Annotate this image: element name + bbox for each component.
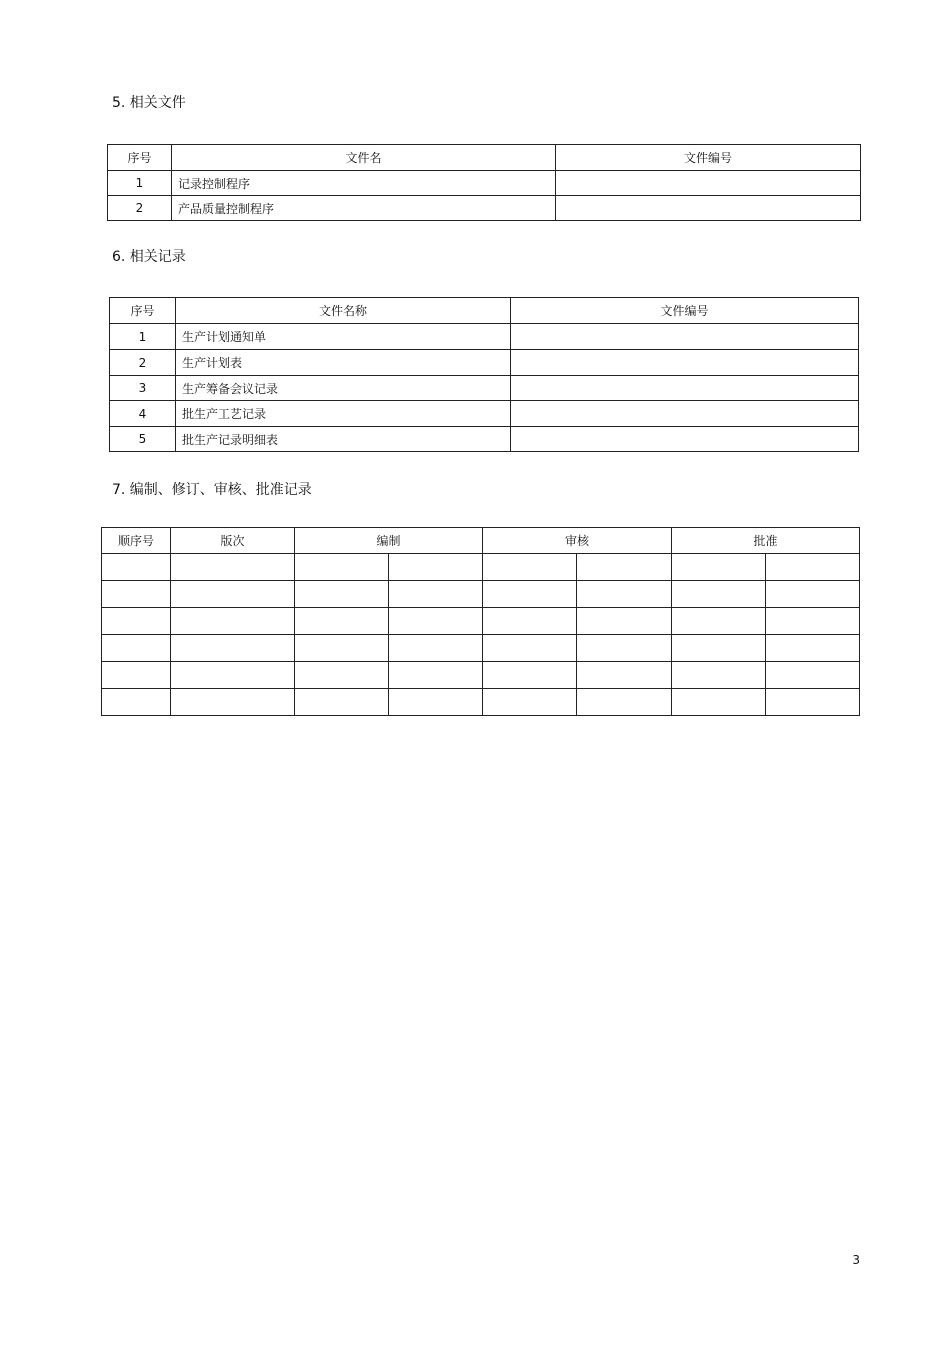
table-header-row bbox=[110, 298, 859, 324]
empty-cell bbox=[171, 662, 295, 689]
table-header-row bbox=[102, 528, 860, 554]
empty-cell bbox=[102, 581, 171, 608]
cell-index: 1 bbox=[108, 171, 172, 196]
cell-filename: 产品质量控制程序 bbox=[172, 196, 556, 221]
empty-cell bbox=[766, 662, 860, 689]
section-6-heading: 6. 相关记录 bbox=[112, 249, 186, 265]
page-number: 3 bbox=[852, 1253, 860, 1267]
header-cell-version: 版次 bbox=[171, 528, 295, 554]
table-row bbox=[110, 350, 859, 376]
empty-cell bbox=[102, 554, 171, 581]
empty-cell bbox=[102, 635, 171, 662]
cell-index: 2 bbox=[110, 350, 176, 376]
table-row bbox=[110, 427, 859, 452]
header-cell-reviewed: 审核 bbox=[483, 528, 672, 554]
cell-fileno bbox=[556, 171, 861, 196]
table-row bbox=[102, 662, 860, 689]
section-5-heading: 5. 相关文件 bbox=[112, 95, 186, 111]
header-cell-fileno: 文件编号 bbox=[511, 298, 859, 324]
table-row bbox=[102, 689, 860, 716]
header-cell-index: 序号 bbox=[110, 298, 176, 324]
empty-cell bbox=[295, 662, 389, 689]
table-row bbox=[108, 196, 861, 221]
cell-index: 5 bbox=[110, 427, 176, 452]
empty-cell bbox=[171, 689, 295, 716]
cell-filename: 批生产记录明细表 bbox=[176, 427, 511, 452]
section-7-heading: 7. 编制、修订、审核、批准记录 bbox=[112, 482, 312, 498]
table-row bbox=[102, 635, 860, 662]
empty-cell bbox=[577, 554, 672, 581]
empty-cell bbox=[389, 689, 483, 716]
empty-cell bbox=[672, 635, 766, 662]
empty-cell bbox=[483, 608, 577, 635]
table-row bbox=[110, 401, 859, 427]
cell-index: 1 bbox=[110, 324, 176, 350]
empty-cell bbox=[389, 662, 483, 689]
empty-cell bbox=[672, 689, 766, 716]
empty-cell bbox=[295, 689, 389, 716]
empty-cell bbox=[102, 689, 171, 716]
empty-cell bbox=[766, 689, 860, 716]
empty-cell bbox=[766, 581, 860, 608]
empty-cell bbox=[295, 554, 389, 581]
related-records-table bbox=[109, 297, 859, 452]
table-row bbox=[108, 171, 861, 196]
cell-fileno bbox=[556, 196, 861, 221]
empty-cell bbox=[577, 689, 672, 716]
empty-cell bbox=[171, 554, 295, 581]
cell-index: 3 bbox=[110, 376, 176, 401]
empty-cell bbox=[483, 689, 577, 716]
table-row bbox=[102, 581, 860, 608]
empty-cell bbox=[766, 635, 860, 662]
table-row bbox=[110, 376, 859, 401]
cell-fileno bbox=[511, 376, 859, 401]
table-row bbox=[102, 554, 860, 581]
table-row bbox=[110, 324, 859, 350]
header-cell-filename: 文件名称 bbox=[176, 298, 511, 324]
empty-cell bbox=[171, 635, 295, 662]
empty-cell bbox=[389, 581, 483, 608]
empty-cell bbox=[295, 608, 389, 635]
cell-index: 4 bbox=[110, 401, 176, 427]
cell-filename: 批生产工艺记录 bbox=[176, 401, 511, 427]
empty-cell bbox=[577, 662, 672, 689]
cell-filename: 生产筹备会议记录 bbox=[176, 376, 511, 401]
empty-cell bbox=[577, 608, 672, 635]
empty-cell bbox=[102, 662, 171, 689]
empty-cell bbox=[295, 581, 389, 608]
empty-cell bbox=[577, 581, 672, 608]
empty-cell bbox=[577, 635, 672, 662]
empty-cell bbox=[171, 608, 295, 635]
table-header-row bbox=[108, 145, 861, 171]
cell-fileno bbox=[511, 324, 859, 350]
empty-cell bbox=[102, 608, 171, 635]
revision-record-table bbox=[101, 527, 860, 716]
header-cell-sequence: 顺序号 bbox=[102, 528, 171, 554]
header-cell-prepared: 编制 bbox=[295, 528, 483, 554]
cell-filename: 记录控制程序 bbox=[172, 171, 556, 196]
empty-cell bbox=[171, 581, 295, 608]
empty-cell bbox=[389, 608, 483, 635]
empty-cell bbox=[295, 635, 389, 662]
empty-cell bbox=[672, 608, 766, 635]
header-cell-index: 序号 bbox=[108, 145, 172, 171]
empty-cell bbox=[483, 662, 577, 689]
empty-cell bbox=[672, 554, 766, 581]
empty-cell bbox=[389, 554, 483, 581]
cell-fileno bbox=[511, 350, 859, 376]
cell-filename: 生产计划通知单 bbox=[176, 324, 511, 350]
empty-cell bbox=[389, 635, 483, 662]
related-documents-table bbox=[107, 144, 861, 221]
empty-cell bbox=[483, 581, 577, 608]
cell-fileno bbox=[511, 401, 859, 427]
empty-cell bbox=[483, 635, 577, 662]
header-cell-filename: 文件名 bbox=[172, 145, 556, 171]
empty-cell bbox=[672, 581, 766, 608]
table-row bbox=[102, 608, 860, 635]
empty-cell bbox=[672, 662, 766, 689]
cell-filename: 生产计划表 bbox=[176, 350, 511, 376]
empty-cell bbox=[766, 554, 860, 581]
header-cell-fileno: 文件编号 bbox=[556, 145, 861, 171]
cell-fileno bbox=[511, 427, 859, 452]
header-cell-approved: 批准 bbox=[672, 528, 860, 554]
empty-cell bbox=[483, 554, 577, 581]
empty-cell bbox=[766, 608, 860, 635]
cell-index: 2 bbox=[108, 196, 172, 221]
